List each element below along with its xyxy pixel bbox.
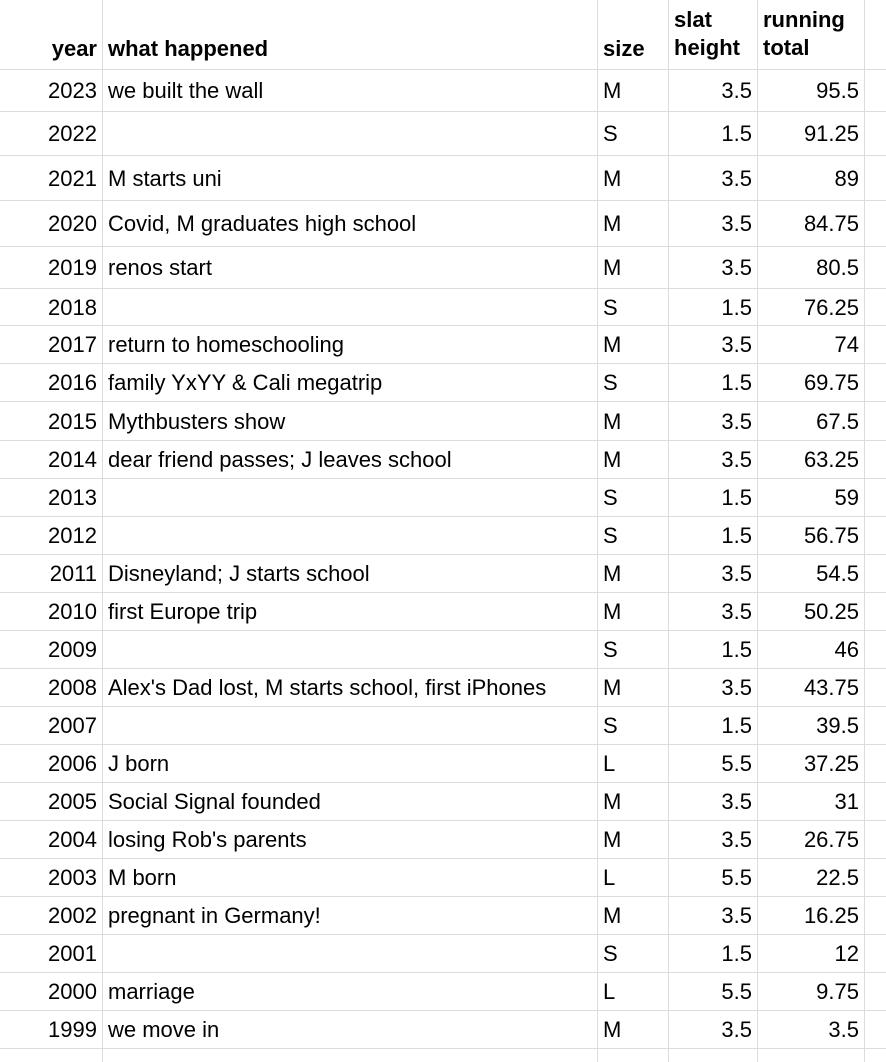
cell-slat-height[interactable]: 3.5 — [721, 561, 752, 586]
cell-what-happened[interactable]: renos start — [108, 255, 212, 280]
cell-what-happened[interactable]: Social Signal founded — [108, 789, 321, 814]
cell-size[interactable]: M — [603, 903, 622, 928]
cell-size[interactable]: M — [603, 255, 622, 280]
column-divider — [864, 0, 865, 1062]
cell-size[interactable]: L — [603, 979, 616, 1004]
cell-size[interactable]: M — [603, 827, 622, 852]
cell-year[interactable]: 2009 — [48, 637, 97, 662]
cell-size[interactable]: M — [603, 675, 622, 700]
cell-slat-height[interactable]: 5.5 — [721, 865, 752, 890]
cell-year[interactable]: 2005 — [48, 789, 97, 814]
cell-size[interactable]: M — [603, 789, 622, 814]
cell-slat-height[interactable]: 3.5 — [721, 447, 752, 472]
cell-running-total[interactable]: 9.75 — [816, 979, 859, 1004]
cell-year[interactable]: 2017 — [48, 332, 97, 357]
row-divider — [0, 1010, 886, 1011]
row-divider — [0, 592, 886, 593]
cell-running-total[interactable]: 59 — [834, 485, 859, 510]
cell-size[interactable]: M — [603, 561, 622, 586]
row-divider — [0, 858, 886, 859]
header-running-total[interactable]: running total — [763, 7, 845, 60]
cell-running-total[interactable]: 89 — [834, 165, 859, 191]
cell-slat-height[interactable]: 3.5 — [721, 255, 752, 280]
cell-size[interactable]: S — [603, 370, 618, 395]
cell-what-happened[interactable]: Mythbusters show — [108, 408, 286, 434]
row-divider — [0, 934, 886, 935]
cell-year[interactable]: 2021 — [48, 165, 97, 191]
cell-slat-height[interactable]: 3.5 — [721, 408, 752, 434]
cell-running-total[interactable]: 43.75 — [803, 675, 859, 700]
row-divider — [0, 1048, 886, 1049]
cell-size[interactable]: S — [603, 713, 618, 738]
cell-what-happened[interactable]: Covid, M graduates high school — [108, 211, 417, 236]
cell-what-happened[interactable]: dear friend passes; J leaves school — [108, 447, 452, 472]
cell-year[interactable]: 2002 — [48, 903, 97, 928]
row-divider — [0, 325, 886, 326]
row-divider — [0, 200, 886, 201]
cell-slat-height[interactable]: 1.5 — [721, 294, 752, 320]
row-divider — [0, 782, 886, 783]
cell-size[interactable]: S — [603, 485, 618, 510]
cell-year[interactable]: 2007 — [48, 713, 97, 738]
row-divider — [0, 554, 886, 555]
row-divider — [0, 155, 886, 156]
cell-slat-height[interactable]: 3.5 — [721, 332, 752, 357]
header-slat-height[interactable]: slat height — [674, 7, 740, 60]
cell-year[interactable]: 2012 — [48, 523, 97, 548]
cell-size[interactable]: S — [603, 637, 618, 662]
cell-year[interactable]: 2013 — [48, 485, 97, 510]
cell-running-total[interactable]: 80.5 — [816, 255, 859, 280]
cell-size[interactable]: M — [603, 447, 622, 472]
cell-slat-height[interactable]: 1.5 — [721, 485, 752, 510]
cell-what-happened[interactable]: return to homeschooling — [108, 332, 345, 357]
row-divider — [0, 111, 886, 112]
cell-size[interactable]: M — [603, 408, 622, 434]
cell-slat-height[interactable]: 1.5 — [721, 941, 752, 966]
cell-what-happened[interactable]: losing Rob's parents — [108, 827, 307, 852]
cell-running-total[interactable]: 50.25 — [803, 599, 859, 624]
cell-size[interactable]: S — [603, 121, 618, 146]
cell-year[interactable]: 2014 — [48, 447, 97, 472]
cell-slat-height[interactable]: 3.5 — [721, 789, 752, 814]
cell-year[interactable]: 2019 — [48, 255, 97, 280]
header-year[interactable]: year — [51, 36, 97, 61]
cell-running-total[interactable]: 95.5 — [816, 78, 859, 103]
cell-running-total[interactable]: 3.5 — [828, 1017, 859, 1042]
cell-size[interactable]: M — [603, 332, 622, 357]
cell-slat-height[interactable]: 3.5 — [721, 675, 752, 700]
cell-year[interactable]: 2011 — [49, 561, 97, 586]
row-divider — [0, 478, 886, 479]
cell-running-total[interactable]: 63.25 — [803, 447, 859, 472]
cell-slat-height[interactable]: 3.5 — [721, 165, 752, 191]
row-divider — [0, 401, 886, 402]
cell-slat-height[interactable]: 1.5 — [721, 370, 752, 395]
cell-slat-height[interactable]: 3.5 — [721, 599, 752, 624]
row-divider — [0, 972, 886, 973]
cell-year[interactable]: 2022 — [48, 121, 97, 146]
cell-slat-height[interactable]: 3.5 — [721, 903, 752, 928]
cell-what-happened[interactable]: Disneyland; J starts school — [108, 561, 370, 586]
cell-running-total[interactable]: 26.75 — [803, 827, 859, 852]
cell-size[interactable]: M — [603, 1017, 622, 1042]
cell-running-total[interactable]: 91.25 — [803, 121, 859, 146]
cell-running-total[interactable]: 16.25 — [803, 903, 859, 928]
row-divider — [0, 69, 886, 70]
cell-running-total[interactable]: 84.75 — [803, 211, 859, 236]
cell-slat-height[interactable]: 1.5 — [721, 713, 752, 738]
cell-year[interactable]: 2015 — [48, 408, 97, 434]
row-divider — [0, 288, 886, 289]
cell-size[interactable]: M — [603, 211, 622, 236]
cell-what-happened[interactable]: M born — [108, 865, 177, 890]
cell-what-happened[interactable]: we built the wall — [108, 78, 264, 103]
row-divider — [0, 744, 886, 745]
cell-what-happened[interactable]: we move in — [108, 1017, 220, 1042]
cell-size[interactable]: S — [603, 294, 618, 320]
cell-running-total[interactable]: 69.75 — [803, 370, 859, 395]
cell-slat-height[interactable]: 3.5 — [721, 78, 752, 103]
cell-year[interactable]: 2006 — [48, 751, 97, 776]
row-divider — [0, 246, 886, 247]
cell-size[interactable]: L — [603, 751, 616, 776]
row-divider — [0, 516, 886, 517]
cell-year[interactable]: 2003 — [48, 865, 97, 890]
cell-size[interactable]: L — [603, 865, 616, 890]
cell-slat-height[interactable]: 3.5 — [721, 827, 752, 852]
cell-running-total[interactable]: 74 — [834, 332, 859, 357]
cell-what-happened[interactable]: first Europe trip — [108, 599, 258, 624]
cell-what-happened[interactable]: Alex's Dad lost, M starts school, first iPhones — [108, 675, 547, 700]
cell-running-total[interactable]: 56.75 — [803, 523, 859, 548]
cell-slat-height[interactable]: 3.5 — [721, 1017, 752, 1042]
cell-running-total[interactable]: 22.5 — [816, 865, 859, 890]
row-divider — [0, 820, 886, 821]
cell-what-happened[interactable]: family YxYY & Cali megatrip — [108, 370, 383, 395]
cell-slat-height[interactable]: 5.5 — [721, 751, 752, 776]
cell-size[interactable]: M — [603, 599, 622, 624]
cell-running-total[interactable]: 12 — [834, 941, 859, 966]
cell-size[interactable]: M — [603, 78, 622, 103]
row-divider — [0, 896, 886, 897]
cell-size[interactable]: S — [603, 523, 618, 548]
cell-what-happened[interactable]: pregnant in Germany! — [108, 903, 321, 928]
cell-running-total[interactable]: 37.25 — [803, 751, 859, 776]
cell-slat-height[interactable]: 1.5 — [721, 637, 752, 662]
row-divider — [0, 630, 886, 631]
cell-year[interactable]: 2010 — [48, 599, 97, 624]
row-divider — [0, 668, 886, 669]
cell-running-total[interactable]: 31 — [834, 789, 859, 814]
cell-year[interactable]: 2004 — [48, 827, 97, 852]
cell-slat-height[interactable]: 3.5 — [721, 211, 752, 236]
cell-year[interactable]: 1999 — [48, 1017, 97, 1042]
cell-what-happened[interactable]: M starts uni — [108, 165, 222, 191]
row-divider — [0, 706, 886, 707]
cell-year[interactable]: 2018 — [48, 294, 97, 320]
cell-year[interactable]: 2001 — [48, 941, 97, 966]
header-size[interactable]: size — [603, 36, 645, 61]
cell-slat-height[interactable]: 1.5 — [721, 523, 752, 548]
cell-year[interactable]: 2008 — [48, 675, 97, 700]
cell-slat-height[interactable]: 5.5 — [721, 979, 752, 1004]
header-what-happened[interactable]: what happened — [108, 36, 269, 61]
row-divider — [0, 440, 886, 441]
cell-running-total[interactable]: 46 — [834, 637, 859, 662]
cell-running-total[interactable]: 76.25 — [803, 294, 859, 320]
cell-slat-height[interactable]: 1.5 — [721, 121, 752, 146]
cell-running-total[interactable]: 39.5 — [816, 713, 859, 738]
cell-year[interactable]: 2023 — [48, 78, 97, 103]
cell-year[interactable]: 2000 — [48, 979, 97, 1004]
cell-size[interactable]: M — [603, 165, 622, 191]
cell-what-happened[interactable]: marriage — [108, 979, 195, 1004]
cell-year[interactable]: 2020 — [48, 211, 97, 236]
row-divider — [0, 363, 886, 364]
cell-year[interactable]: 2016 — [48, 370, 97, 395]
cell-size[interactable]: S — [603, 941, 618, 966]
cell-what-happened[interactable]: J born — [108, 751, 170, 776]
cell-running-total[interactable]: 67.5 — [816, 408, 859, 434]
cell-running-total[interactable]: 54.5 — [816, 561, 859, 586]
